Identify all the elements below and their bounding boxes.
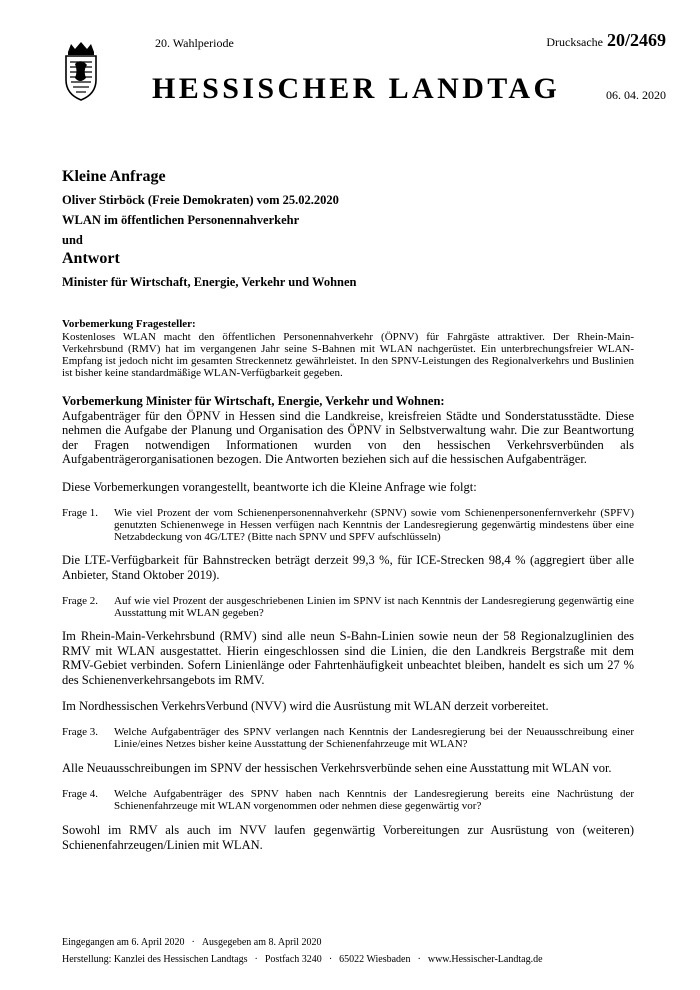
question-text: Auf wie viel Prozent der ausgeschriebenen Linien im SPNV ist nach Kenntnis der Landesregierung gegenwärtig eine Ausstattung mit WLAN gegeben? [114,595,634,619]
heading-block [62,167,642,291]
question-label: Frage 4. [62,788,99,800]
author-line: Oliver Stirböck (Freie Demokraten) vom 25.02.2020 [62,193,339,207]
ministry: Minister für Wirtschaft, Energie, Verkehr und Wohnen [62,275,357,289]
drucksache-number: 20/2469 [606,30,666,50]
separator: · [191,937,195,948]
question-2 [62,595,634,619]
separator: · [417,954,421,965]
website-link[interactable]: www.Hessischer-Landtag.de [427,954,543,965]
answer-4: Sowohl im RMV als auch im NVV laufen gegenwärtig Vorbereitungen zur Ausrüstung von (weiteren) Schienenfahrzeugen/Linien mit WLAN. [62,823,634,852]
answer-type: Antwort [62,250,120,267]
question-label: Frage 2. [62,595,99,607]
footer [62,934,634,968]
question-text: Welche Aufgabenträger des SPNV verlangen nach Kenntnis der Landesregierung bei der Neuausschreibung einer Linie/eines Netzes bisher keine Ausstattung der Schienenfahrzeuge mit WLAN? [114,725,634,750]
question-text: Wie viel Prozent der vom Schienenpersonennahverkehr (SPNV) sowie vom Schienenpersonenfernverkehr (SPFV) genutzten Schienenwege in Hessen verfügen nach Kenntnis der Landesregierung gegenwärtig mindestens über eine Netzabdeckung von 4G/LTE? (Bitte nach SPNV und SPFV aufschlüsseln) [114,507,634,543]
answer-2a: Im Rhein-Main-Verkehrsbund (RMV) sind alle neun S-Bahn-Linien sowie neun der 58 Regionalzuglinien des RMV mit WLAN ausgestattet. Hierin eingeschlossen sind die Linien, die den Landkreis Bergstraße mit dem RMV-Gebiet verbinden. Sofern Linienlänge oder Fahrtenhäufigkeit unbeachtet bleiben, handelt es sich um 27 % des Schienenverkehrsangebots im RMV. [62,629,634,687]
eingegangen: Eingegangen am 6. April 2020 [62,937,185,948]
vorbemerkung-minister-text: Aufgabenträger für den ÖPNV in Hessen sind die Landkreise, kreisfreien Städte und Sonderstatusstädte. Diese nehmen die Aufgabe der Planung und Organisation des ÖPNV in Selbstverwaltung wahr. Die zur Beantwortung der Fragen notwendigen Informationen wurden von den hessischen Verkehrsverbünden als Aufgabenträgerorganisationen bezogen. Die Antworten beziehen sich auf die hessischen Aufgabenträger. [62,408,634,466]
answer-2b: Im Nordhessischen VerkehrsVerbund (NVV) wird die Ausrüstung mit WLAN derzeit vorbereitet. [62,699,549,713]
ort: 65022 Wiesbaden [339,954,411,965]
document-date: 06. 04. 2020 [606,88,666,102]
wahlperiode: 20. Wahlperiode [155,36,234,50]
page-title: HESSISCHER LANDTAG [152,72,561,105]
vorbemerkung-fragesteller-title: Vorbemerkung Fragesteller: [62,318,196,330]
ausgegeben: Ausgegeben am 8. April 2020 [201,937,322,948]
separator: · [254,954,258,965]
question-1 [62,507,634,543]
herstellung: Herstellung: Kanzlei des Hessischen Landtags [62,954,248,965]
question-label: Frage 3. [62,725,99,738]
postfach: Postfach 3240 [264,954,322,965]
intro-text: Diese Vorbemerkungen vorangestellt, beantworte ich die Kleine Anfrage wie folgt: [62,479,477,494]
document-body [62,318,634,852]
vorbemerkung-fragesteller-text: Kostenloses WLAN macht den öffentlichen Personennahverkehr (ÖPNV) für Fahrgäste attraktiver. Der Rhein-Main-Verkehrsbund (RMV) hat im vergangenen Jahr seine S-Bahnen mit WLAN nachgerüstet. Ein unterbrechungsfreier WLAN-Empfang ist jedoch nicht im gesamten Streckennetz gewährleistet. In den SPNV-Leistungen des Regionalverkehrs und Buslinien ist bisher keine standardmäßige WLAN-Verfügbarkeit gegeben. [62,331,634,379]
question-label: Frage 1. [62,507,99,519]
answer-1: Die LTE-Verfügbarkeit für Bahnstrecken beträgt derzeit 99,3 %, für ICE-Strecken 98,4 % (aggregiert über alle Anbieter, Stand Oktober 2019). [62,553,634,582]
vorbemerkung-minister-title: Vorbemerkung Minister für Wirtschaft, Energie, Verkehr und Wohnen: [62,394,445,408]
drucksache [546,30,666,51]
footer-imprint [62,951,634,968]
footer-dates [62,934,634,951]
separator: · [328,954,333,965]
question-text: Welche Aufgabenträger des SPNV haben nach Kenntnis der Landesregierung bereits eine Nachrüstung der Schienenfahrzeuge mit WLAN vorgenommen oder nehmen diese gegenwärtig vor? [114,788,634,812]
drucksache-label: Drucksache [546,35,603,49]
hessen-coat-of-arms-icon [62,40,100,102]
subject: WLAN im öffentlichen Personennahverkehr [62,213,300,227]
anfrage-type: Kleine Anfrage [62,168,166,185]
question-4 [62,788,634,812]
question-3 [62,726,634,750]
und-label: und [62,233,83,247]
answer-3: Alle Neuausschreibungen im SPNV der hessischen Verkehrsverbünde sehen eine Ausstattung mit WLAN vor. [62,760,612,775]
